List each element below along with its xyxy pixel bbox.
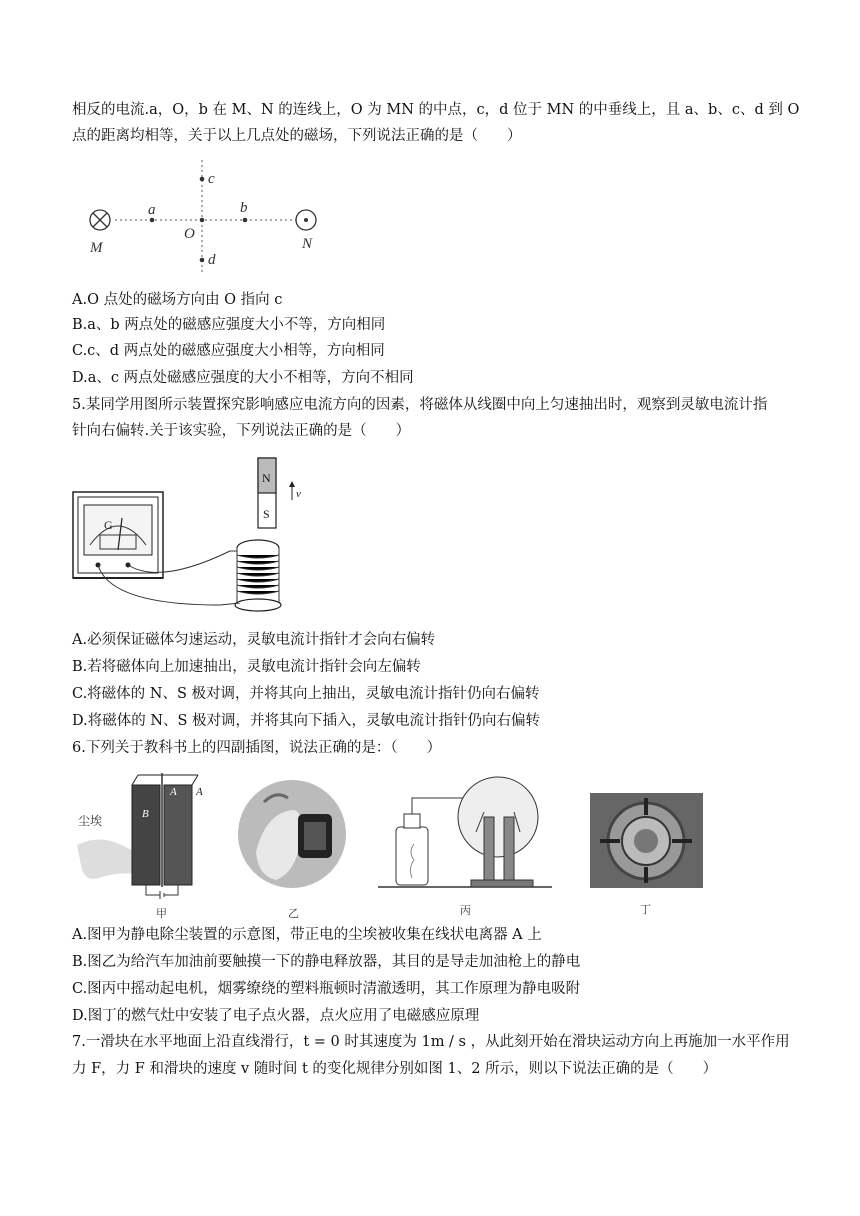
q4-stem-line2: 点的距离均相等，关于以上几点处的磁场，下列说法正确的是（ ） <box>72 128 522 144</box>
label-A2: A <box>196 786 203 798</box>
q6-option-a: A.图甲为静电除尘装置的示意图，带正电的尘埃被收集在线状电离器 A 上 <box>72 927 542 943</box>
label-magnet-N: N <box>262 471 271 485</box>
label-d: d <box>208 252 216 268</box>
q6-option-c: C.图丙中摇动起电机，烟雾缭绕的塑料瓶顿时清澈透明，其工作原理为静电吸附 <box>72 981 581 997</box>
label-a: a <box>148 202 156 218</box>
q7-stem-line2: 力 F，力 F 和滑块的速度 v 随时间 t 的变化规律分别如图 1、2 所示，则以下说法正确的是（ ） <box>72 1061 718 1077</box>
q4-stem-line1: 相反的电流.a，O，b 在 M、N 的连线上，O 为 MN 的中点，c，d 位于 MN 的中垂线上，且 a、b、c、d 到 O <box>72 102 800 118</box>
label-yi: 乙 <box>288 908 299 920</box>
label-b: b <box>240 200 248 216</box>
label-A1: A <box>170 786 177 798</box>
label-O: O <box>184 226 195 242</box>
q4-option-c: C.c、d 两点处的磁感应强度大小相等，方向相同 <box>72 343 385 359</box>
q5-option-c: C.将磁体的 N、S 极对调，并将其向上抽出，灵敏电流计指针仍向右偏转 <box>72 686 540 702</box>
label-v: v <box>296 488 301 500</box>
label-B: B <box>142 808 149 820</box>
q5-option-b: B.若将磁体向上加速抽出，灵敏电流计指针会向左偏转 <box>72 659 421 675</box>
q4-magnetic-field-figure <box>80 160 340 280</box>
q6-stem: 6.下列关于教科书上的四副插图，说法正确的是：（ ） <box>72 740 442 756</box>
label-G: G <box>104 518 113 532</box>
label-ding: 丁 <box>640 904 651 916</box>
q6-option-d: D.图丁的燃气灶中安装了电子点火器，点火应用了电磁感应原理 <box>72 1008 480 1024</box>
label-c: c <box>208 171 215 187</box>
q5-stem-line1: 5.某同学用图所示装置探究影响感应电流方向的因素，将磁体从线圈中向上匀速抽出时，观察到灵敏电流计指 <box>72 397 768 413</box>
label-magnet-S: S <box>263 507 270 521</box>
label-jia: 甲 <box>156 908 167 920</box>
q4-option-d: D.a、c 两点处磁感应强度的大小不相等，方向不相同 <box>72 370 414 386</box>
q7-stem-line1: 7.一滑块在水平地面上沿直线滑行，t = 0 时其速度为 1m / s ，从此刻开始在滑块运动方向上再施加一水平作用 <box>72 1034 790 1050</box>
q6-figure-ding-gas-stove <box>590 793 705 920</box>
q5-stem-line2: 针向右偏转.关于该实验，下列说法正确的是（ ） <box>72 423 411 439</box>
q4-option-b: B.a、b 两点处的磁感应强度大小不等，方向相同 <box>72 317 386 333</box>
q6-figure-jia-dust-collector <box>72 765 222 920</box>
label-bing: 丙 <box>460 905 471 917</box>
q6-option-b: B.图乙为给汽车加油前要触摸一下的静电释放器，其目的是导走加油枪上的静电 <box>72 954 581 970</box>
label-N: N <box>302 236 313 252</box>
q5-option-a: A.必须保证磁体匀速运动，灵敏电流计指针才会向右偏转 <box>72 632 436 648</box>
label-dust: 尘埃 <box>78 814 103 828</box>
q5-option-d: D.将磁体的 N、S 极对调，并将其向下插入，灵敏电流计指针仍向右偏转 <box>72 713 541 729</box>
q6-figure-bing-electrostatic-machine <box>376 772 556 920</box>
q4-option-a: A.O 点处的磁场方向由 O 指向 c <box>72 292 283 308</box>
label-M: M <box>90 240 103 256</box>
q5-induction-apparatus-figure <box>70 455 310 615</box>
q6-figure-yi-static-releaser <box>236 772 351 920</box>
